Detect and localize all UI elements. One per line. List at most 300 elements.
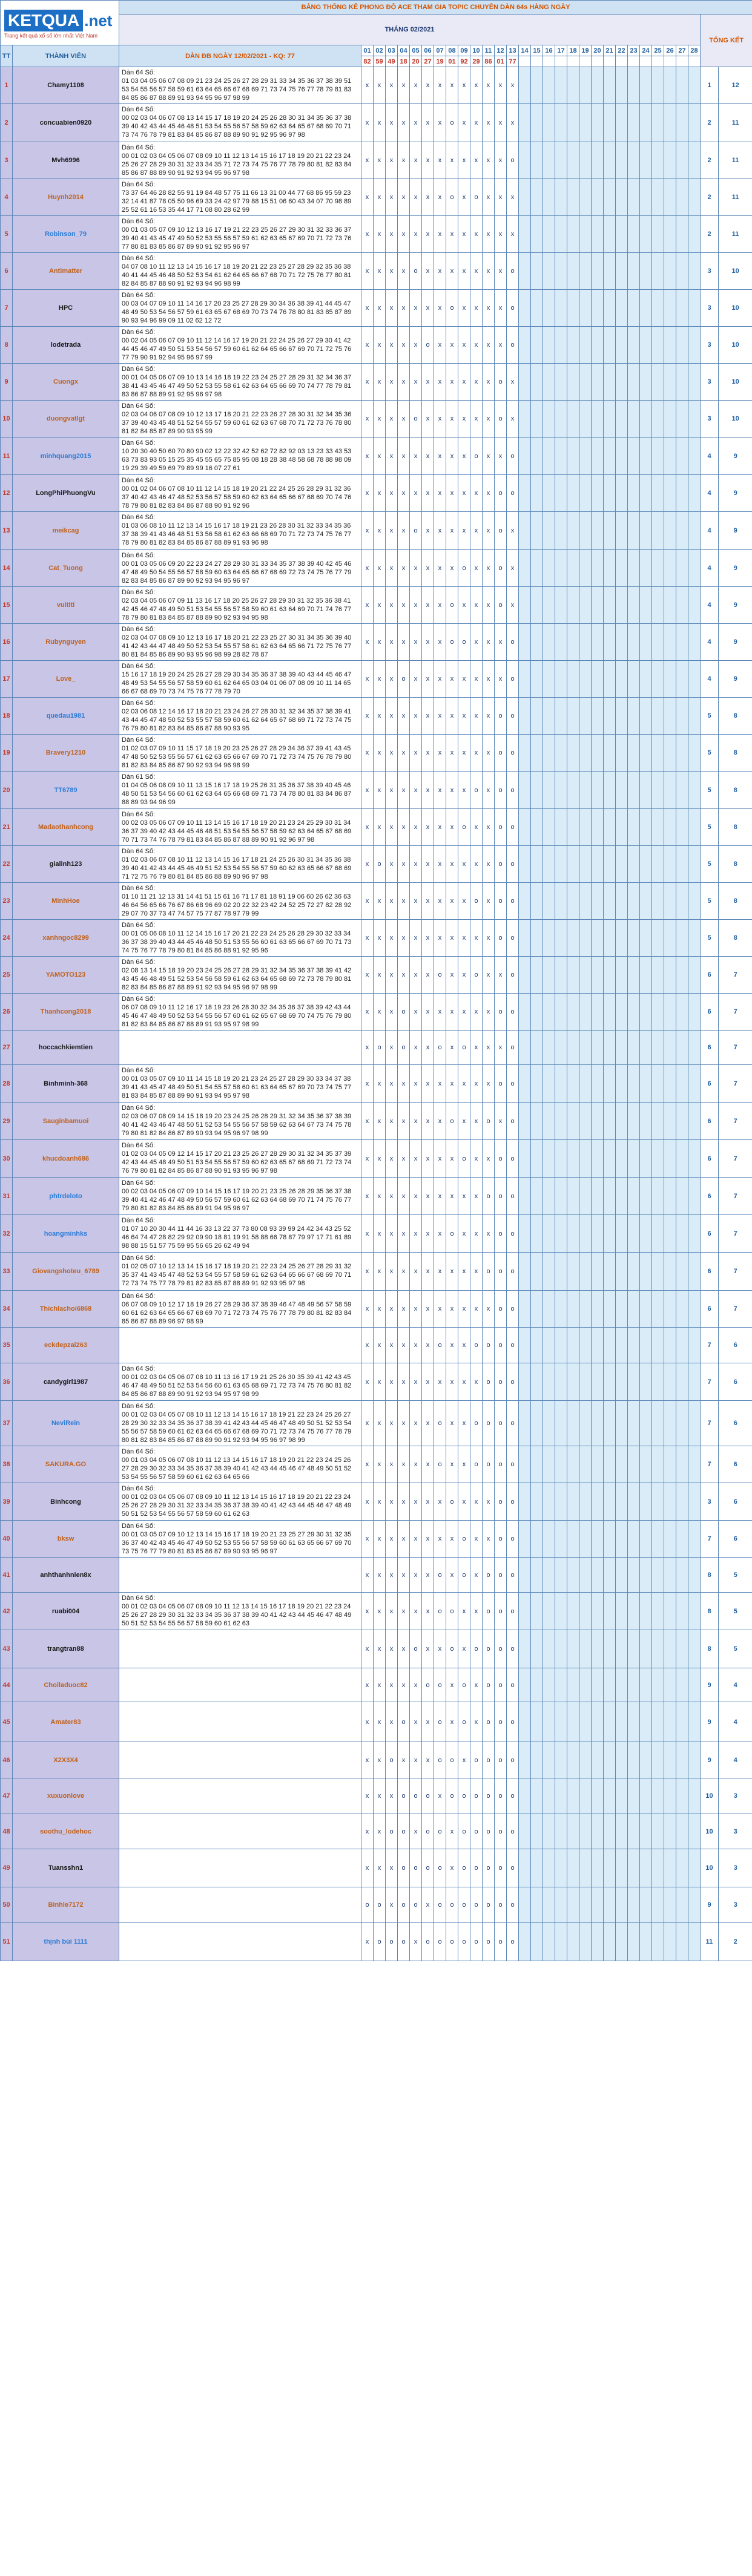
- day-mark: x: [458, 1742, 470, 1778]
- day-mark: [519, 1446, 531, 1483]
- day-mark: x: [361, 1363, 374, 1401]
- day-mark: o: [434, 1814, 446, 1849]
- day-mark: [543, 1363, 555, 1401]
- day-mark: [640, 550, 652, 587]
- member-name[interactable]: candygirl1987: [13, 1363, 119, 1401]
- day-result: 92: [458, 56, 470, 67]
- day-mark: o: [458, 1702, 470, 1742]
- day-mark: x: [374, 1401, 386, 1446]
- day-mark: x: [386, 1401, 398, 1446]
- day-mark: [543, 1140, 555, 1178]
- day-mark: x: [361, 1742, 374, 1778]
- day-mark: [628, 1401, 640, 1446]
- row-index: 39: [1, 1483, 13, 1521]
- day-mark: x: [470, 142, 483, 179]
- day-mark: [543, 401, 555, 438]
- day-mark: x: [398, 1446, 410, 1483]
- day-mark: x: [483, 1291, 495, 1328]
- day-mark: x: [470, 216, 483, 253]
- number-set-label: Dàn 64 Số:: [122, 329, 156, 336]
- day-mark: o: [470, 1814, 483, 1849]
- day-mark: x: [470, 846, 483, 883]
- day-mark: x: [410, 179, 422, 216]
- member-name[interactable]: Chamy1108: [13, 67, 119, 104]
- day-mark: [567, 587, 579, 624]
- day-mark: x: [398, 216, 410, 253]
- day-mark: [688, 1887, 701, 1923]
- day-mark: x: [507, 550, 519, 587]
- member-name[interactable]: Choiladuoc82: [13, 1668, 119, 1702]
- day-mark: x: [398, 846, 410, 883]
- day-mark: [688, 1630, 701, 1668]
- member-name[interactable]: anhthanhnien8x: [13, 1558, 119, 1593]
- day-mark: o: [398, 1778, 410, 1814]
- member-name[interactable]: lodetrada: [13, 327, 119, 364]
- number-set-values: 01 02 03 07 09 10 11 15 17 18 19 20 23 25 26 27 28 29 34 36 37 39 41 43 45 47 48 50 52 53 55 56 57 61 62 63 65 66 67 69 70 71 72 73 74 75 76 78 79 80 81 82 83 84 85 86 87 90 92 93 94 96 98 99: [122, 745, 352, 769]
- member-name[interactable]: Cat_Tuong: [13, 550, 119, 587]
- day-mark: [531, 401, 543, 438]
- day-mark: x: [434, 1140, 446, 1178]
- day-mark: [652, 1363, 664, 1401]
- member-row: [1, 142, 752, 179]
- number-set-values: 00 03 04 07 09 10 11 14 16 17 20 23 25 27 28 29 30 34 36 38 39 41 44 45 47 48 49 50 53 54 56 57 59 61 63 65 67 68 69 70 73 74 76 78 80 81 83 85 87 89 90 93 94 96 99 09 11 02 62 12 72: [122, 300, 352, 324]
- number-set: [119, 698, 361, 735]
- day-mark: x: [446, 920, 458, 957]
- member-name[interactable]: bksw: [13, 1521, 119, 1558]
- day-mark: [676, 1630, 688, 1668]
- day-mark: o: [495, 364, 507, 401]
- row-index: 37: [1, 1401, 13, 1446]
- day-result: 18: [398, 56, 410, 67]
- day-mark: [640, 104, 652, 142]
- day-mark: [555, 624, 567, 661]
- member-name[interactable]: Thanhcong2018: [13, 994, 119, 1031]
- day-mark: [592, 1558, 604, 1593]
- day-mark: x: [434, 179, 446, 216]
- member-name[interactable]: hoangminhks: [13, 1215, 119, 1253]
- day-mark: x: [361, 438, 374, 475]
- hit-count: 6: [701, 1065, 719, 1103]
- day-mark: [664, 1778, 676, 1814]
- day-mark: o: [507, 1593, 519, 1630]
- day-mark: x: [374, 1702, 386, 1742]
- day-mark: [688, 1031, 701, 1065]
- miss-count: 7: [719, 994, 752, 1031]
- day-mark: x: [434, 327, 446, 364]
- day-mark: x: [470, 809, 483, 846]
- day-mark: [676, 1140, 688, 1178]
- day-mark: x: [386, 512, 398, 550]
- day-mark: [531, 253, 543, 290]
- day-mark: [604, 1558, 616, 1593]
- day-mark: x: [483, 883, 495, 920]
- day-mark: x: [422, 1521, 434, 1558]
- day-mark: x: [374, 1668, 386, 1702]
- day-mark: [652, 1140, 664, 1178]
- member-name[interactable]: duongvatlgt: [13, 401, 119, 438]
- member-name[interactable]: Sauginbamuoi: [13, 1103, 119, 1140]
- member-name[interactable]: eckdepzai263: [13, 1328, 119, 1363]
- day-result: [664, 56, 676, 67]
- day-mark: [555, 735, 567, 772]
- day-mark: o: [507, 1630, 519, 1668]
- day-mark: [543, 1521, 555, 1558]
- day-mark: o: [398, 661, 410, 698]
- member-name[interactable]: Madaothanhcong: [13, 809, 119, 846]
- member-name[interactable]: trangtran88: [13, 1630, 119, 1668]
- day-mark: [688, 438, 701, 475]
- member-name[interactable]: xanhngoc8299: [13, 920, 119, 957]
- day-mark: [604, 512, 616, 550]
- day-mark: x: [398, 1521, 410, 1558]
- row-index: 42: [1, 1593, 13, 1630]
- miss-count: 11: [719, 142, 752, 179]
- number-set-label: Dàn 64 Số:: [122, 922, 156, 929]
- day-mark: x: [483, 290, 495, 327]
- day-mark: o: [470, 1328, 483, 1363]
- day-mark: x: [398, 1178, 410, 1215]
- day-result: [628, 56, 640, 67]
- day-mark: [628, 290, 640, 327]
- day-mark: [579, 735, 592, 772]
- day-mark: o: [507, 1140, 519, 1178]
- day-mark: x: [386, 1593, 398, 1630]
- number-set: [119, 1291, 361, 1328]
- day-mark: x: [386, 1849, 398, 1887]
- day-mark: [628, 994, 640, 1031]
- day-mark: x: [398, 1215, 410, 1253]
- number-set: [119, 1401, 361, 1446]
- day-mark: [664, 1401, 676, 1446]
- hit-count: 2: [701, 216, 719, 253]
- member-name[interactable]: phtrdeloto: [13, 1178, 119, 1215]
- member-name[interactable]: Mvh6996: [13, 142, 119, 179]
- day-mark: o: [434, 1742, 446, 1778]
- number-set: [119, 1363, 361, 1401]
- member-name[interactable]: thịnh bùi 1111: [13, 1923, 119, 1961]
- number-set-values: 00 01 03 05 06 09 20 22 23 24 27 28 29 30 31 33 34 35 37 38 39 40 42 45 46 47 48 49 50 54 55 56 57 58 59 60 63 64 65 66 67 68 69 72 73 74 75 76 77 79 82 83 84 85 86 87 89 90 92 93 94 95 96 97: [122, 560, 352, 585]
- day-mark: [628, 624, 640, 661]
- day-mark: x: [361, 1328, 374, 1363]
- day-mark: x: [386, 920, 398, 957]
- day-mark: [616, 290, 628, 327]
- day-mark: [676, 1849, 688, 1887]
- day-mark: x: [410, 216, 422, 253]
- member-name[interactable]: Binhcong: [13, 1483, 119, 1521]
- day-mark: [519, 364, 531, 401]
- member-name[interactable]: Thichlachoi6868: [13, 1291, 119, 1328]
- number-set: [119, 1702, 361, 1742]
- member-row: [1, 1031, 752, 1065]
- number-set-values: 00 02 03 04 05 06 07 09 10 14 15 16 17 19 20 21 23 25 26 28 29 35 36 37 38 39 40 41 42 46 47 48 49 50 56 57 59 60 61 62 63 64 68 69 70 71 74 75 76 77 79 80 81 82 83 84 85 86 89 91 94 95 96 97: [122, 1188, 352, 1212]
- member-row: [1, 1140, 752, 1178]
- day-mark: [555, 438, 567, 475]
- day-mark: [688, 846, 701, 883]
- day-mark: x: [398, 327, 410, 364]
- member-name[interactable]: xuxuonlove: [13, 1778, 119, 1814]
- day-mark: x: [361, 624, 374, 661]
- day-mark: x: [483, 957, 495, 994]
- day-mark: [579, 1558, 592, 1593]
- day-mark: [579, 1702, 592, 1742]
- hit-count: 4: [701, 438, 719, 475]
- day-mark: o: [495, 550, 507, 587]
- member-name[interactable]: Antimatter: [13, 253, 119, 290]
- day-mark: x: [483, 920, 495, 957]
- day-mark: [567, 1887, 579, 1923]
- day-mark: [616, 1630, 628, 1668]
- day-mark: x: [398, 809, 410, 846]
- day-mark: o: [495, 1446, 507, 1483]
- day-mark: [555, 846, 567, 883]
- day-mark: x: [422, 883, 434, 920]
- member-name[interactable]: minhquang2015: [13, 438, 119, 475]
- day-mark: [519, 883, 531, 920]
- member-name[interactable]: Bravery1210: [13, 735, 119, 772]
- day-mark: [640, 809, 652, 846]
- day-mark: x: [434, 1178, 446, 1215]
- day-mark: [543, 587, 555, 624]
- day-mark: [628, 401, 640, 438]
- day-mark: [519, 1668, 531, 1702]
- day-mark: [567, 327, 579, 364]
- day-mark: [543, 142, 555, 179]
- member-name[interactable]: khucdoanh686: [13, 1140, 119, 1178]
- day-mark: o: [458, 1140, 470, 1178]
- member-row: [1, 327, 752, 364]
- day-mark: x: [410, 1483, 422, 1521]
- day-mark: [616, 1778, 628, 1814]
- day-mark: o: [446, 179, 458, 216]
- day-mark: x: [446, 67, 458, 104]
- day-mark: [664, 1328, 676, 1363]
- day-mark: [555, 661, 567, 698]
- day-mark: x: [422, 401, 434, 438]
- day-mark: x: [398, 624, 410, 661]
- row-index: 29: [1, 1103, 13, 1140]
- number-set: [119, 1558, 361, 1593]
- day-mark: [567, 550, 579, 587]
- number-set: [119, 142, 361, 179]
- day-mark: x: [410, 809, 422, 846]
- member-name[interactable]: NeviRein: [13, 1401, 119, 1446]
- day-mark: [604, 1887, 616, 1923]
- day-mark: [628, 1887, 640, 1923]
- day-mark: x: [495, 957, 507, 994]
- day-mark: [616, 364, 628, 401]
- hit-count: 5: [701, 846, 719, 883]
- day-mark: x: [495, 67, 507, 104]
- day-mark: o: [507, 1849, 519, 1887]
- logo[interactable]: [1, 6, 119, 31]
- member-name[interactable]: soothu_lodehoc: [13, 1814, 119, 1849]
- day-mark: [519, 1140, 531, 1178]
- day-mark: [688, 624, 701, 661]
- day-mark: [579, 1923, 592, 1961]
- day-mark: [592, 1778, 604, 1814]
- member-name[interactable]: vuititi: [13, 587, 119, 624]
- member-name[interactable]: SAKURA.GO: [13, 1446, 119, 1483]
- hit-count: 10: [701, 1849, 719, 1887]
- day-mark: x: [483, 512, 495, 550]
- day-mark: o: [495, 512, 507, 550]
- member-row: [1, 104, 752, 142]
- member-name[interactable]: Cuongx: [13, 364, 119, 401]
- day-mark: o: [458, 624, 470, 661]
- day-mark: o: [410, 512, 422, 550]
- day-result: 49: [386, 56, 398, 67]
- day-mark: x: [386, 1702, 398, 1742]
- day-mark: o: [422, 1849, 434, 1887]
- day-mark: [531, 957, 543, 994]
- day-mark: [676, 772, 688, 809]
- day-mark: x: [386, 1328, 398, 1363]
- day-mark: [640, 67, 652, 104]
- day-mark: [616, 1103, 628, 1140]
- day-mark: [604, 1593, 616, 1630]
- day-mark: o: [483, 1446, 495, 1483]
- day-mark: o: [495, 1253, 507, 1291]
- day-mark: [519, 1253, 531, 1291]
- day-mark: o: [422, 1923, 434, 1961]
- day-mark: [616, 1178, 628, 1215]
- number-set-values: 00 01 03 05 07 09 10 12 13 16 17 19 21 22 23 25 26 27 29 30 31 32 33 36 37 39 40 41 43 45 47 49 50 52 53 55 56 57 59 61 62 63 65 67 69 70 71 72 73 76 77 80 81 83 85 86 87 89 90 91 92 95 96 97: [122, 226, 352, 251]
- day-mark: o: [483, 1558, 495, 1593]
- day-mark: x: [495, 253, 507, 290]
- member-name[interactable]: gialinh123: [13, 846, 119, 883]
- day-mark: [567, 67, 579, 104]
- day-mark: x: [410, 142, 422, 179]
- day-mark: [616, 1887, 628, 1923]
- day-mark: x: [434, 846, 446, 883]
- member-name[interactable]: Robinson_79: [13, 216, 119, 253]
- member-name[interactable]: TT6789: [13, 772, 119, 809]
- day-mark: o: [434, 1593, 446, 1630]
- day-mark: [592, 1215, 604, 1253]
- day-mark: x: [374, 1814, 386, 1849]
- day-mark: [640, 364, 652, 401]
- day-mark: [579, 809, 592, 846]
- member-name[interactable]: YAMOTO123: [13, 957, 119, 994]
- day-mark: [555, 290, 567, 327]
- miss-count: 7: [719, 1103, 752, 1140]
- number-set-label: Dàn 64 Số:: [122, 1485, 156, 1492]
- day-mark: x: [410, 920, 422, 957]
- member-name[interactable]: ruabi004: [13, 1593, 119, 1630]
- member-name[interactable]: Giovangshoteu_6789: [13, 1253, 119, 1291]
- miss-count: 10: [719, 401, 752, 438]
- member-name[interactable]: Huynh2014: [13, 179, 119, 216]
- day-mark: o: [507, 846, 519, 883]
- day-mark: x: [422, 1178, 434, 1215]
- day-mark: x: [398, 512, 410, 550]
- day-mark: x: [495, 661, 507, 698]
- member-name[interactable]: MinhHoe: [13, 883, 119, 920]
- day-mark: x: [386, 772, 398, 809]
- day-mark: [640, 1558, 652, 1593]
- day-mark: x: [386, 401, 398, 438]
- day-mark: x: [361, 1593, 374, 1630]
- number-set: [119, 1849, 361, 1887]
- day-mark: [567, 512, 579, 550]
- day-mark: [640, 1140, 652, 1178]
- row-index: 35: [1, 1328, 13, 1363]
- member-name[interactable]: hoccachkiemtien: [13, 1031, 119, 1065]
- day-mark: [519, 1215, 531, 1253]
- row-index: 50: [1, 1887, 13, 1923]
- miss-count: 7: [719, 1140, 752, 1178]
- number-set: [119, 1887, 361, 1923]
- member-name[interactable]: Binhminh-368: [13, 1065, 119, 1103]
- hit-count: 2: [701, 104, 719, 142]
- day-mark: [688, 67, 701, 104]
- day-mark: [664, 1849, 676, 1887]
- day-mark: [519, 1031, 531, 1065]
- member-name[interactable]: Tuansshn1: [13, 1849, 119, 1887]
- day-mark: x: [458, 1065, 470, 1103]
- number-set-values: 00 01 03 05 07 09 10 12 13 14 15 16 17 18 19 20 21 23 25 27 29 30 31 32 35 36 37 40 42 43 45 46 47 49 50 52 53 55 56 57 58 59 60 61 63 65 66 67 69 70 73 75 76 77 79 80 81 83 85 86 87 89 90 93 95 96 97: [122, 1531, 352, 1555]
- day-mark: [616, 1031, 628, 1065]
- member-name[interactable]: meikcag: [13, 512, 119, 550]
- member-row: [1, 661, 752, 698]
- day-mark: [688, 1215, 701, 1253]
- day-mark: [640, 1363, 652, 1401]
- day-mark: x: [422, 920, 434, 957]
- day-mark: o: [507, 883, 519, 920]
- day-mark: [664, 1887, 676, 1923]
- member-name[interactable]: Rubynguyen: [13, 624, 119, 661]
- number-set-label: Dàn 64 Số:: [122, 811, 156, 818]
- number-set-label: Dàn 64 Số:: [122, 885, 156, 892]
- day-mark: [592, 475, 604, 512]
- day-mark: o: [458, 550, 470, 587]
- member-name[interactable]: quedau1981: [13, 698, 119, 735]
- member-name[interactable]: Amater83: [13, 1702, 119, 1742]
- day-mark: x: [470, 1521, 483, 1558]
- member-name[interactable]: HPC: [13, 290, 119, 327]
- day-mark: [519, 1742, 531, 1778]
- member-name[interactable]: LongPhiPhuongVu: [13, 475, 119, 512]
- member-name[interactable]: Binhle7172: [13, 1887, 119, 1923]
- day-mark: x: [398, 1742, 410, 1778]
- member-name[interactable]: concuabien0920: [13, 104, 119, 142]
- day-mark: x: [458, 1401, 470, 1446]
- day-mark: [567, 1814, 579, 1849]
- number-set: [119, 846, 361, 883]
- member-row: [1, 587, 752, 624]
- day-mark: [628, 1178, 640, 1215]
- day-mark: [652, 809, 664, 846]
- day-mark: x: [483, 401, 495, 438]
- miss-count: 7: [719, 1253, 752, 1291]
- day-mark: [531, 364, 543, 401]
- day-mark: x: [398, 1291, 410, 1328]
- day-mark: [616, 104, 628, 142]
- day-mark: x: [434, 994, 446, 1031]
- number-set: [119, 67, 361, 104]
- day-mark: [567, 1065, 579, 1103]
- day-mark: [555, 1887, 567, 1923]
- member-name[interactable]: X2X3X4: [13, 1742, 119, 1778]
- day-mark: [640, 401, 652, 438]
- day-mark: x: [374, 994, 386, 1031]
- member-name[interactable]: Love_: [13, 661, 119, 698]
- day-mark: [531, 1593, 543, 1630]
- number-set-label: Dàn 64 Số:: [122, 1365, 156, 1372]
- day-mark: o: [507, 624, 519, 661]
- day-mark: x: [374, 1521, 386, 1558]
- day-mark: o: [495, 1887, 507, 1923]
